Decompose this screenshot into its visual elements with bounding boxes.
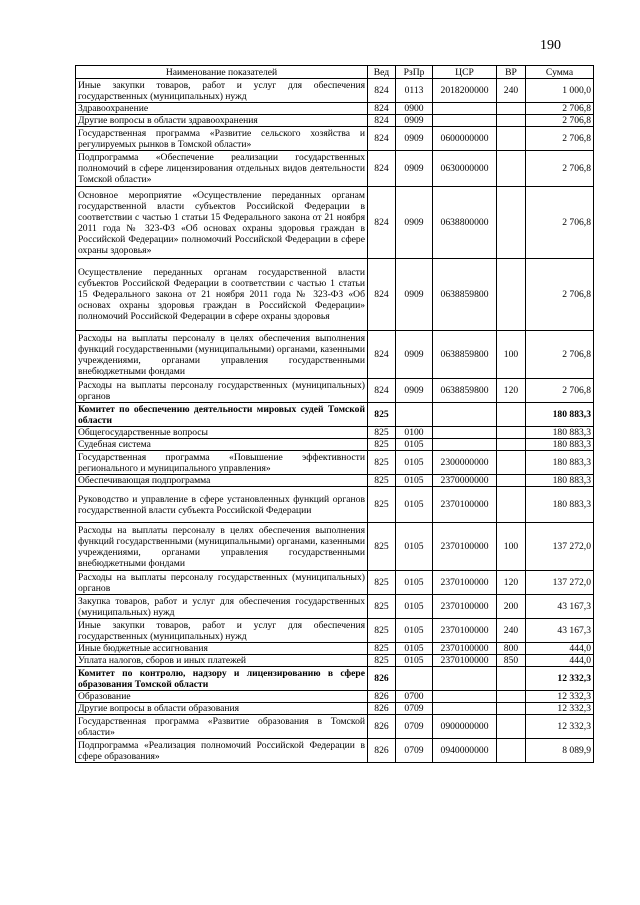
row-vr-cell: 100 (497, 331, 526, 379)
row-csr-cell: 0638859800 (433, 379, 497, 403)
row-rzpr-cell: 0909 (396, 379, 433, 403)
row-csr-cell: 2370100000 (433, 571, 497, 595)
table-row (76, 643, 594, 655)
row-ved-cell: 826 (368, 703, 396, 715)
table-row (76, 703, 594, 715)
table-row (76, 79, 594, 103)
table-row (76, 115, 594, 127)
row-rzpr-cell: 0105 (396, 439, 433, 451)
row-rzpr-cell: 0105 (396, 523, 433, 571)
row-rzpr-cell: 0100 (396, 427, 433, 439)
row-csr-cell (433, 691, 497, 703)
row-sum-cell: 444,0 (526, 655, 594, 667)
row-name-cell: Закупка товаров, работ и услуг для обеспечения государственных (муниципальных) нужд (76, 595, 368, 619)
row-name-cell: Образование (76, 691, 368, 703)
table-row (76, 427, 594, 439)
row-vr-cell (497, 715, 526, 739)
row-csr-cell: 2370100000 (433, 643, 497, 655)
table-row (76, 403, 594, 427)
table-row (76, 595, 594, 619)
row-vr-cell (497, 691, 526, 703)
row-ved-cell: 824 (368, 79, 396, 103)
row-vr-cell (497, 451, 526, 475)
row-csr-cell: 0600000000 (433, 127, 497, 151)
row-sum-cell: 2 706,8 (526, 379, 594, 403)
table-row (76, 451, 594, 475)
row-ved-cell: 825 (368, 475, 396, 487)
row-vr-cell: 120 (497, 571, 526, 595)
row-ved-cell: 824 (368, 331, 396, 379)
header-csr: ЦСР (433, 66, 497, 79)
row-sum-cell: 2 706,8 (526, 103, 594, 115)
row-vr-cell: 800 (497, 643, 526, 655)
table-row (76, 619, 594, 643)
row-vr-cell: 100 (497, 523, 526, 571)
row-name-cell: Государственная программа «Развитие сельского хозяйства и регулируемых рынков в Томской области» (76, 127, 368, 151)
table-row (76, 103, 594, 115)
row-csr-cell: 0638859800 (433, 331, 497, 379)
row-vr-cell (497, 427, 526, 439)
table-row (76, 667, 594, 691)
row-ved-cell: 825 (368, 523, 396, 571)
row-ved-cell: 826 (368, 715, 396, 739)
row-ved-cell: 824 (368, 187, 396, 259)
row-rzpr-cell: 0105 (396, 595, 433, 619)
page-number: 190 (540, 38, 561, 53)
table-row (76, 439, 594, 451)
row-rzpr-cell: 0113 (396, 79, 433, 103)
row-name-cell: Основное мероприятие «Осуществление переданных органам государственной власти субъектов Российской Федерации в соответствии с частью 1 статьи 15 Федерального закона от 21 ноября 2011 года № 323-ФЗ «Об основах охраны здоровья граждан в Российской Федерации» полномочий Российской Федерации в сфере охраны здоровья» (76, 187, 368, 259)
header-vr: ВР (497, 66, 526, 79)
table-row (76, 151, 594, 187)
row-vr-cell: 850 (497, 655, 526, 667)
row-name-cell: Комитет по контролю, надзору и лицензированию в сфере образования Томской области (76, 667, 368, 691)
row-vr-cell: 200 (497, 595, 526, 619)
row-rzpr-cell: 0105 (396, 451, 433, 475)
row-csr-cell (433, 103, 497, 115)
row-rzpr-cell: 0709 (396, 739, 433, 763)
table-row (76, 187, 594, 259)
table-row (76, 691, 594, 703)
row-vr-cell (497, 403, 526, 427)
row-vr-cell: 120 (497, 379, 526, 403)
row-rzpr-cell: 0105 (396, 619, 433, 643)
row-ved-cell: 825 (368, 427, 396, 439)
row-ved-cell: 824 (368, 103, 396, 115)
row-name-cell: Обеспечивающая подпрограмма (76, 475, 368, 487)
row-name-cell: Комитет по обеспечению деятельности мировых судей Томской области (76, 403, 368, 427)
table-row (76, 739, 594, 763)
row-rzpr-cell: 0105 (396, 643, 433, 655)
row-ved-cell: 825 (368, 655, 396, 667)
row-rzpr-cell: 0909 (396, 127, 433, 151)
row-sum-cell: 43 167,3 (526, 595, 594, 619)
row-name-cell: Осуществление переданных органам государственной власти субъектов Российской Федерации в соответствии с частью 1 статьи 15 Федерального закона от 21 ноября 2011 года № 323-ФЗ «Об основах охраны здоровья граждан в Российской Федерации» полномочий Российской Федерации в сфере охраны здоровья (76, 259, 368, 331)
row-vr-cell (497, 667, 526, 691)
row-ved-cell: 824 (368, 151, 396, 187)
row-ved-cell: 826 (368, 691, 396, 703)
row-ved-cell: 825 (368, 571, 396, 595)
row-vr-cell: 240 (497, 79, 526, 103)
row-sum-cell: 12 332,3 (526, 691, 594, 703)
row-sum-cell: 2 706,8 (526, 331, 594, 379)
row-ved-cell: 824 (368, 259, 396, 331)
table-row (76, 379, 594, 403)
row-ved-cell: 826 (368, 667, 396, 691)
row-sum-cell: 444,0 (526, 643, 594, 655)
row-rzpr-cell: 0105 (396, 571, 433, 595)
row-vr-cell (497, 103, 526, 115)
row-vr-cell (497, 487, 526, 523)
row-rzpr-cell: 0105 (396, 655, 433, 667)
row-vr-cell (497, 127, 526, 151)
row-vr-cell (497, 259, 526, 331)
row-csr-cell: 0638859800 (433, 259, 497, 331)
row-ved-cell: 825 (368, 439, 396, 451)
row-ved-cell: 824 (368, 379, 396, 403)
row-rzpr-cell: 0909 (396, 331, 433, 379)
row-sum-cell: 2 706,8 (526, 259, 594, 331)
row-csr-cell (433, 667, 497, 691)
row-rzpr-cell: 0709 (396, 703, 433, 715)
table-row (76, 523, 594, 571)
row-name-cell: Иные закупки товаров, работ и услуг для обеспечения государственных (муниципальных) нужд (76, 79, 368, 103)
table-header-row (76, 66, 594, 79)
row-rzpr-cell: 0909 (396, 115, 433, 127)
row-csr-cell: 2370100000 (433, 619, 497, 643)
table-row (76, 487, 594, 523)
row-ved-cell: 825 (368, 487, 396, 523)
row-ved-cell: 825 (368, 595, 396, 619)
row-name-cell: Подпрограмма «Обеспечение реализации государственных полномочий в сфере лицензирования отдельных видов деятельности Томской области» (76, 151, 368, 187)
row-vr-cell (497, 151, 526, 187)
row-csr-cell (433, 703, 497, 715)
row-name-cell: Подпрограмма «Реализация полномочий Российской Федерации в сфере образования» (76, 739, 368, 763)
row-name-cell: Расходы на выплаты персоналу государственных (муниципальных) органов (76, 571, 368, 595)
row-name-cell: Иные закупки товаров, работ и услуг для обеспечения государственных (муниципальных) нужд (76, 619, 368, 643)
row-csr-cell: 2370000000 (433, 475, 497, 487)
table-row (76, 259, 594, 331)
row-csr-cell: 0900000000 (433, 715, 497, 739)
row-ved-cell: 824 (368, 115, 396, 127)
row-csr-cell (433, 427, 497, 439)
row-csr-cell (433, 403, 497, 427)
row-csr-cell (433, 115, 497, 127)
row-ved-cell: 825 (368, 403, 396, 427)
row-sum-cell: 12 332,3 (526, 703, 594, 715)
row-rzpr-cell: 0105 (396, 487, 433, 523)
budget-table (75, 65, 594, 763)
row-name-cell: Руководство и управление в сфере установленных функций органов государственной власти субъекта Российской Федерации (76, 487, 368, 523)
row-csr-cell: 2300000000 (433, 451, 497, 475)
row-csr-cell: 0630000000 (433, 151, 497, 187)
row-sum-cell: 1 000,0 (526, 79, 594, 103)
row-csr-cell: 0638800000 (433, 187, 497, 259)
row-sum-cell: 2 706,8 (526, 151, 594, 187)
row-rzpr-cell: 0909 (396, 259, 433, 331)
row-name-cell: Уплата налогов, сборов и иных платежей (76, 655, 368, 667)
row-ved-cell: 825 (368, 643, 396, 655)
row-sum-cell: 137 272,0 (526, 571, 594, 595)
header-rzpr: РзПр (396, 66, 433, 79)
row-ved-cell: 826 (368, 739, 396, 763)
table-row (76, 571, 594, 595)
row-vr-cell (497, 115, 526, 127)
row-sum-cell: 2 706,8 (526, 115, 594, 127)
row-sum-cell: 43 167,3 (526, 619, 594, 643)
row-sum-cell: 180 883,3 (526, 451, 594, 475)
row-name-cell: Судебная система (76, 439, 368, 451)
row-name-cell: Общегосударственные вопросы (76, 427, 368, 439)
table-body (76, 79, 594, 763)
row-csr-cell: 0940000000 (433, 739, 497, 763)
row-rzpr-cell: 0105 (396, 475, 433, 487)
row-sum-cell: 180 883,3 (526, 403, 594, 427)
row-name-cell: Расходы на выплаты персоналу в целях обеспечения выполнения функций государственными (муниципальными) органами, казенными учреждениями, органами управления государственными внебюджетными фондами (76, 523, 368, 571)
row-name-cell: Государственная программа «Развитие образования в Томской области» (76, 715, 368, 739)
header-sum: Сумма (526, 66, 594, 79)
row-sum-cell: 180 883,3 (526, 439, 594, 451)
table-row (76, 655, 594, 667)
row-csr-cell: 2370100000 (433, 523, 497, 571)
row-ved-cell: 825 (368, 619, 396, 643)
row-name-cell: Расходы на выплаты персоналу государственных (муниципальных) органов (76, 379, 368, 403)
row-rzpr-cell: 0700 (396, 691, 433, 703)
row-vr-cell (497, 187, 526, 259)
row-csr-cell: 2018200000 (433, 79, 497, 103)
table-row (76, 475, 594, 487)
row-csr-cell: 2370100000 (433, 487, 497, 523)
row-name-cell: Государственная программа «Повышение эффективности регионального и муниципального управления» (76, 451, 368, 475)
row-sum-cell: 12 332,3 (526, 667, 594, 691)
table-row (76, 127, 594, 151)
row-vr-cell: 240 (497, 619, 526, 643)
table-row (76, 715, 594, 739)
row-sum-cell: 2 706,8 (526, 127, 594, 151)
row-name-cell: Иные бюджетные ассигнования (76, 643, 368, 655)
header-name: Наименование показателей (76, 66, 368, 79)
table-row (76, 331, 594, 379)
row-name-cell: Расходы на выплаты персоналу в целях обеспечения выполнения функций государственными (муниципальными) органами, казенными учреждениями, органами управления государственными внебюджетными фондами (76, 331, 368, 379)
row-ved-cell: 824 (368, 127, 396, 151)
row-ved-cell: 825 (368, 451, 396, 475)
row-sum-cell: 180 883,3 (526, 487, 594, 523)
row-vr-cell (497, 475, 526, 487)
row-csr-cell: 2370100000 (433, 595, 497, 619)
row-rzpr-cell: 0709 (396, 715, 433, 739)
row-csr-cell: 2370100000 (433, 655, 497, 667)
row-rzpr-cell: 0900 (396, 103, 433, 115)
row-csr-cell (433, 439, 497, 451)
row-sum-cell: 8 089,9 (526, 739, 594, 763)
row-rzpr-cell (396, 403, 433, 427)
row-vr-cell (497, 703, 526, 715)
row-name-cell: Здравоохранение (76, 103, 368, 115)
row-rzpr-cell: 0909 (396, 187, 433, 259)
row-sum-cell: 2 706,8 (526, 187, 594, 259)
row-sum-cell: 180 883,3 (526, 475, 594, 487)
row-name-cell: Другие вопросы в области образования (76, 703, 368, 715)
row-vr-cell (497, 439, 526, 451)
row-sum-cell: 180 883,3 (526, 427, 594, 439)
row-name-cell: Другие вопросы в области здравоохранения (76, 115, 368, 127)
row-sum-cell: 12 332,3 (526, 715, 594, 739)
row-vr-cell (497, 739, 526, 763)
row-rzpr-cell: 0909 (396, 151, 433, 187)
row-sum-cell: 137 272,0 (526, 523, 594, 571)
header-ved: Вед (368, 66, 396, 79)
row-rzpr-cell (396, 667, 433, 691)
